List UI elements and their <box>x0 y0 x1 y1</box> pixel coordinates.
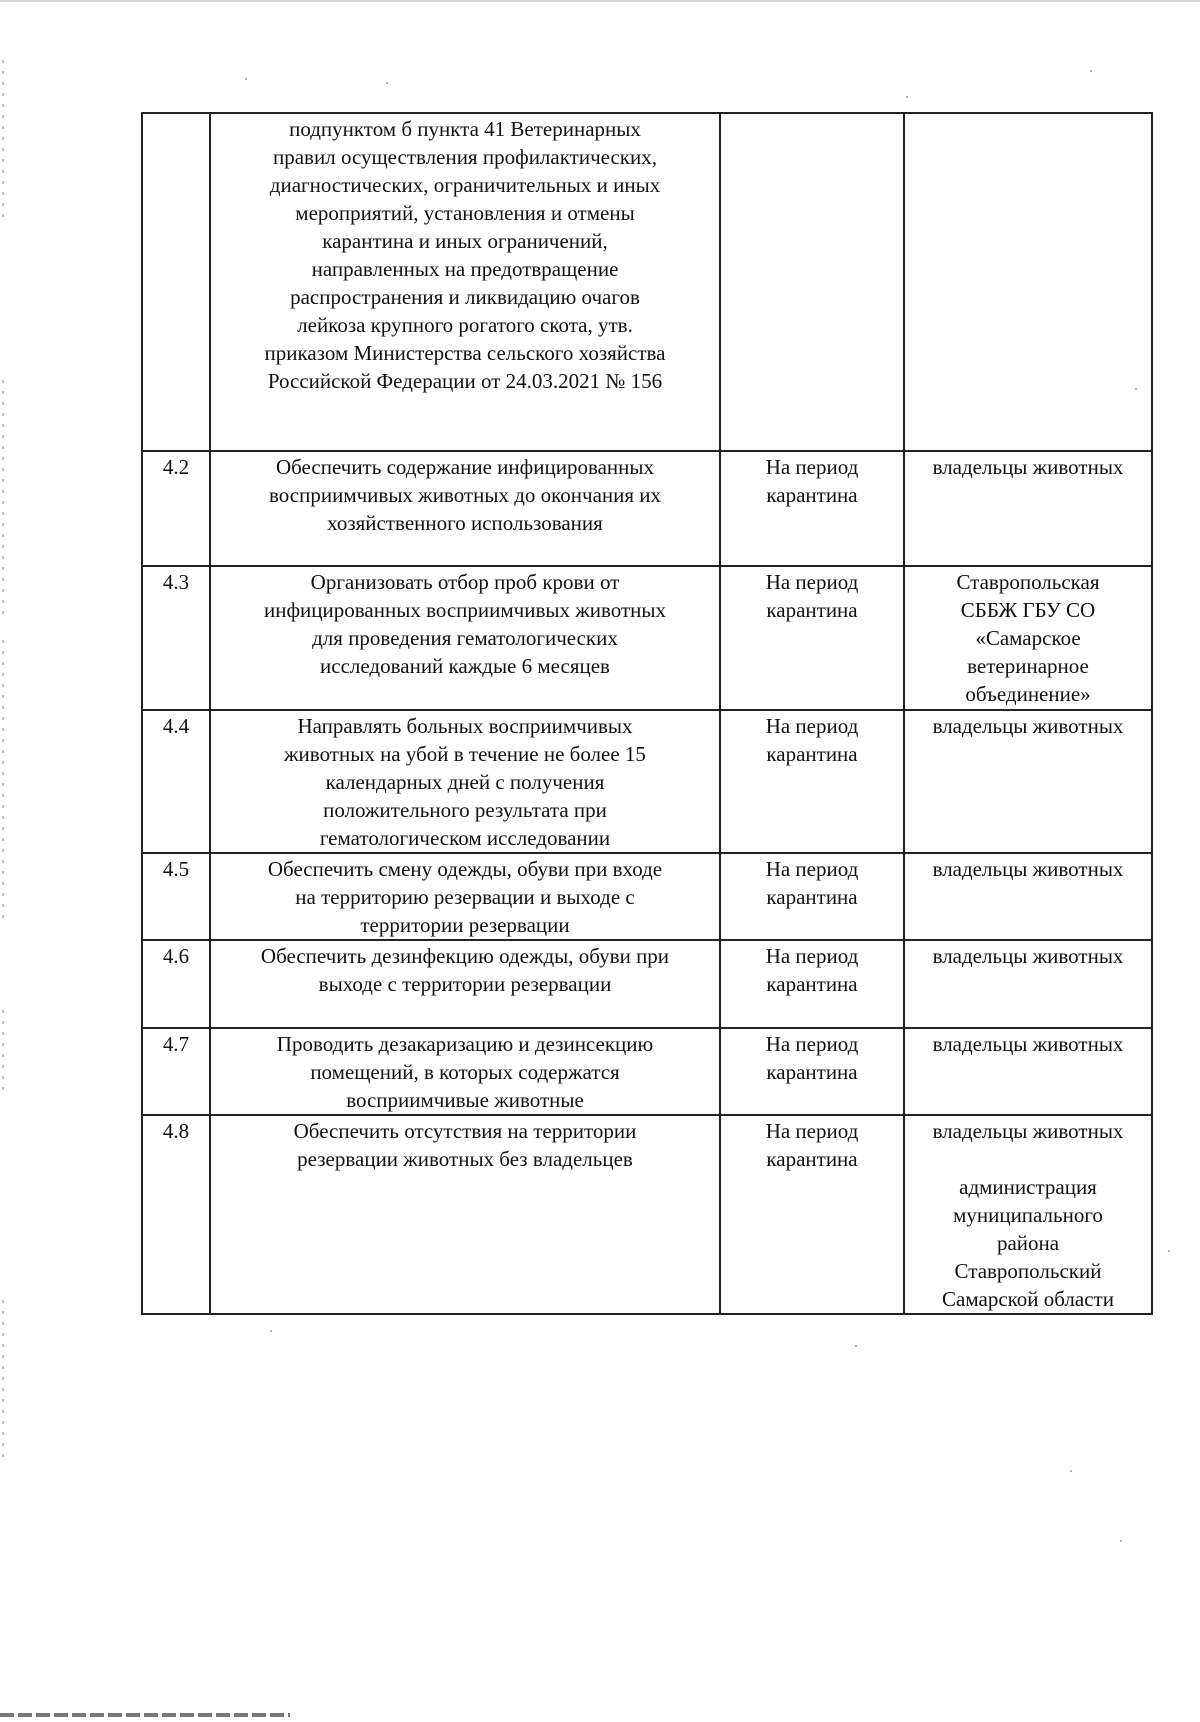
table-row <box>142 566 1152 710</box>
responsible-text: владельцы животных <box>904 1028 1152 1115</box>
responsible-text <box>904 113 1152 451</box>
measure-text: Направлять больных восприимчивых животных на убой в течение не более 15 календарных дней с получения положительного результата при гематологическом исследовании <box>210 710 720 853</box>
table-row <box>142 1028 1152 1115</box>
measure-text: Обеспечить содержание инфицированных восприимчивых животных до окончания их хозяйственного использования <box>210 451 720 566</box>
term-text: На период карантина <box>720 566 904 710</box>
scan-speck <box>855 1345 857 1347</box>
table-row <box>142 940 1152 1028</box>
measure-text: Обеспечить дезинфекцию одежды, обуви при выходе с территории резервации <box>210 940 720 1028</box>
scan-edge-noise <box>2 1010 4 1090</box>
scan-bottom-edge <box>0 1713 290 1717</box>
scan-speck <box>245 78 247 80</box>
term-text: На период карантина <box>720 853 904 940</box>
scan-edge-noise <box>2 60 4 220</box>
term-text: На период карантина <box>720 710 904 853</box>
term-text: На период карантина <box>720 451 904 566</box>
row-number: 4.6 <box>142 940 210 1028</box>
term-text <box>720 113 904 451</box>
responsible-text: владельцы животных <box>904 940 1152 1028</box>
responsible-extra-text: администрация муниципального района Ставропольский Самарской области <box>942 1175 1114 1311</box>
term-text: На период карантина <box>720 1115 904 1314</box>
measure-text: подпунктом б пункта 41 Ветеринарных правил осуществления профилактических, диагностических, ограничительных и иных мероприятий, установления и отмены карантина и иных ограничений, направленных на предотвращение распространения и ликвидацию очагов лейкоза крупного рогатого скота, утв. приказом Министерства сельского хозяйства Российской Федерации от 24.03.2021 № 156 <box>210 113 720 451</box>
row-number: 4.8 <box>142 1115 210 1314</box>
scan-edge-noise <box>2 1300 4 1460</box>
responsible-cell <box>904 1115 1152 1314</box>
measures-table <box>141 112 1153 1315</box>
term-text: На период карантина <box>720 940 904 1028</box>
table-row <box>142 113 1152 451</box>
responsible-text: владельцы животных <box>904 710 1152 853</box>
responsible-text: владельцы животных <box>904 451 1152 566</box>
scan-speck <box>386 82 388 84</box>
responsible-text: владельцы животных <box>904 853 1152 940</box>
scan-top-edge <box>0 0 1200 2</box>
scan-edge-noise <box>2 380 4 620</box>
row-number <box>142 113 210 451</box>
scan-speck <box>1168 1250 1170 1252</box>
table-row <box>142 451 1152 566</box>
row-number: 4.4 <box>142 710 210 853</box>
measure-text: Обеспечить отсутствия на территории резервации животных без владельцев <box>210 1115 720 1314</box>
scan-speck <box>1090 70 1092 72</box>
row-number: 4.5 <box>142 853 210 940</box>
responsible-text: владельцы животных <box>932 1119 1124 1143</box>
scan-edge-noise <box>2 640 4 920</box>
measure-text: Проводить дезакаризацию и дезинсекцию помещений, в которых содержатся восприимчивые животные <box>210 1028 720 1115</box>
responsible-text: Ставропольская СББЖ ГБУ СО «Самарское ветеринарное объединение» <box>904 566 1152 710</box>
scan-speck <box>906 96 908 98</box>
row-number: 4.2 <box>142 451 210 566</box>
scan-speck <box>1120 1540 1122 1542</box>
scan-speck <box>270 1330 272 1332</box>
measure-text: Обеспечить смену одежды, обуви при входе на территорию резервации и выходе с территории резервации <box>210 853 720 940</box>
table-row <box>142 1115 1152 1314</box>
scan-speck <box>1070 1470 1072 1472</box>
measure-text: Организовать отбор проб крови от инфицированных восприимчивых животных для проведения гематологических исследований каждые 6 месяцев <box>210 566 720 710</box>
table-row <box>142 853 1152 940</box>
row-number: 4.7 <box>142 1028 210 1115</box>
row-number: 4.3 <box>142 566 210 710</box>
term-text: На период карантина <box>720 1028 904 1115</box>
table-row <box>142 710 1152 853</box>
